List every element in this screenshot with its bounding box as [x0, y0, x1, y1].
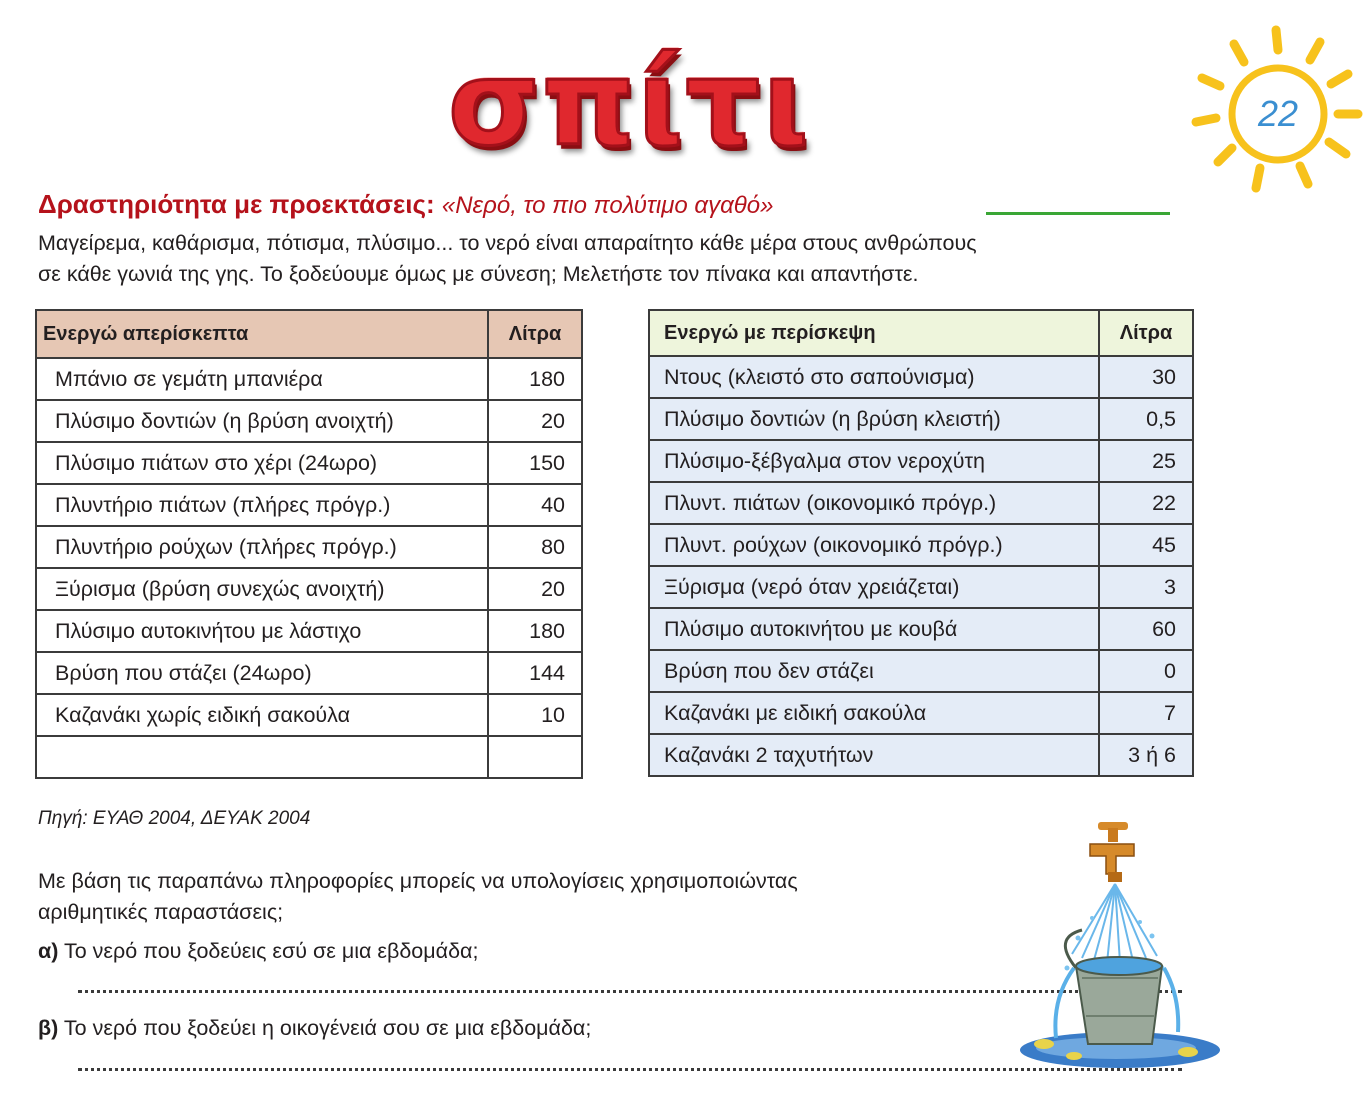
activity-cell: Πλυντ. ρούχων (οικονομικό πρόγρ.)	[649, 524, 1099, 566]
activity-cell: Πλυντήριο πιάτων (πλήρες πρόγρ.)	[36, 484, 488, 526]
intro-line: Μαγείρεμα, καθάρισμα, πότισμα, πλύσιμο... το νερό είναι απαραίτητο κάθε μέρα στους ανθρώπους	[38, 231, 977, 255]
questions-intro-line: αριθμητικές παραστάσεις;	[38, 900, 284, 924]
liters-cell: 20	[488, 400, 582, 442]
column-header-activity: Ενεργώ με περίσκεψη	[649, 310, 1099, 356]
liters-cell: 150	[488, 442, 582, 484]
liters-cell: 3 ή 6	[1099, 734, 1193, 776]
activity-cell: Πλύσιμο αυτοκινήτου με κουβά	[649, 608, 1099, 650]
liters-cell: 25	[1099, 440, 1193, 482]
question-b-marker: β)	[38, 1016, 59, 1040]
table-row	[649, 482, 1193, 524]
page-number: 22	[1257, 93, 1299, 134]
liters-cell: 0,5	[1099, 398, 1193, 440]
heading-rule	[986, 212, 1170, 215]
liters-cell: 60	[1099, 608, 1193, 650]
question-a-marker: α)	[38, 939, 59, 963]
source-note: Πηγή: ΕΥΑΘ 2004, ΔΕΥΑΚ 2004	[38, 808, 311, 829]
question-a	[38, 936, 478, 966]
table-row	[649, 440, 1193, 482]
liters-cell: 180	[488, 610, 582, 652]
activity-cell	[36, 736, 488, 778]
activity-cell: Ξύρισμα (βρύση συνεχώς ανοιχτή)	[36, 568, 488, 610]
table-row	[36, 736, 582, 778]
table-row	[649, 398, 1193, 440]
sun-page-number-icon	[1186, 22, 1366, 197]
table-row	[649, 356, 1193, 398]
activity-cell: Πλύσιμο πιάτων στο χέρι (24ωρο)	[36, 442, 488, 484]
liters-cell: 45	[1099, 524, 1193, 566]
liters-cell: 80	[488, 526, 582, 568]
liters-cell: 40	[488, 484, 582, 526]
table-row	[649, 692, 1193, 734]
table-row	[36, 358, 582, 400]
heading-label: Δραστηριότητα με προεκτάσεις:	[38, 189, 435, 219]
page-title: σπίτι	[448, 34, 811, 172]
table-row	[649, 566, 1193, 608]
liters-cell: 20	[488, 568, 582, 610]
activity-cell: Μπάνιο σε γεμάτη μπανιέρα	[36, 358, 488, 400]
liters-cell: 30	[1099, 356, 1193, 398]
intro-text	[38, 228, 1178, 290]
activity-cell: Πλύσιμο αυτοκινήτου με λάστιχο	[36, 610, 488, 652]
liters-cell: 0	[1099, 650, 1193, 692]
activity-heading	[38, 188, 774, 222]
table-row	[36, 610, 582, 652]
liters-cell	[488, 736, 582, 778]
liters-cell: 10	[488, 694, 582, 736]
table-row	[649, 608, 1193, 650]
table-header-row	[36, 310, 582, 358]
question-b	[38, 1013, 591, 1043]
activity-cell: Πλύσιμο δοντιών (η βρύση ανοιχτή)	[36, 400, 488, 442]
activity-cell: Ξύρισμα (νερό όταν χρειάζεται)	[649, 566, 1099, 608]
tap-and-bucket-illustration	[1012, 818, 1224, 1072]
activity-cell: Βρύση που στάζει (24ωρο)	[36, 652, 488, 694]
activity-cell: Βρύση που δεν στάζει	[649, 650, 1099, 692]
table-row	[649, 650, 1193, 692]
heading-subtitle: «Νερό, το πιο πολύτιμο αγαθό»	[441, 192, 774, 219]
activity-cell: Πλυντ. πιάτων (οικονομικό πρόγρ.)	[649, 482, 1099, 524]
liters-cell: 22	[1099, 482, 1193, 524]
table-header-row	[649, 310, 1193, 356]
activity-cell: Καζανάκι 2 ταχυτήτων	[649, 734, 1099, 776]
liters-cell: 7	[1099, 692, 1193, 734]
table-row	[36, 568, 582, 610]
table-row	[36, 652, 582, 694]
liters-cell: 180	[488, 358, 582, 400]
table-row	[36, 694, 582, 736]
question-b-text: Το νερό που ξοδεύει η οικογένειά σου σε μια εβδομάδα;	[63, 1016, 592, 1040]
table-row	[36, 400, 582, 442]
column-header-liters: Λίτρα	[1099, 310, 1193, 356]
questions-intro-line: Με βάση τις παραπάνω πληροφορίες μπορείς να υπολογίσεις χρησιμοποιώντας	[38, 869, 798, 893]
question-a-text: Το νερό που ξοδεύεις εσύ σε μια εβδομάδα;	[63, 939, 479, 963]
activity-cell: Πλύσιμο δοντιών (η βρύση κλειστή)	[649, 398, 1099, 440]
questions-intro	[38, 866, 998, 928]
intro-line: σε κάθε γωνιά της γης. Το ξοδεύουμε όμως με σύνεση; Μελετήστε τον πίνακα και απαντήστε.	[38, 262, 919, 286]
activity-cell: Πλύσιμο-ξέβγαλμα στον νεροχύτη	[649, 440, 1099, 482]
activity-cell: Καζανάκι με ειδική σακούλα	[649, 692, 1099, 734]
activity-cell: Καζανάκι χωρίς ειδική σακούλα	[36, 694, 488, 736]
activity-cell: Πλυντήριο ρούχων (πλήρες πρόγρ.)	[36, 526, 488, 568]
column-header-liters: Λίτρα	[488, 310, 582, 358]
liters-cell: 144	[488, 652, 582, 694]
table-row	[36, 484, 582, 526]
activity-cell: Ντους (κλειστό στο σαπούνισμα)	[649, 356, 1099, 398]
column-header-activity: Ενεργώ απερίσκεπτα	[36, 310, 488, 358]
table-row	[36, 442, 582, 484]
table-row	[649, 524, 1193, 566]
liters-cell: 3	[1099, 566, 1193, 608]
careful-usage-table	[648, 309, 1194, 777]
table-row	[649, 734, 1193, 776]
table-row	[36, 526, 582, 568]
careless-usage-table	[35, 309, 583, 779]
